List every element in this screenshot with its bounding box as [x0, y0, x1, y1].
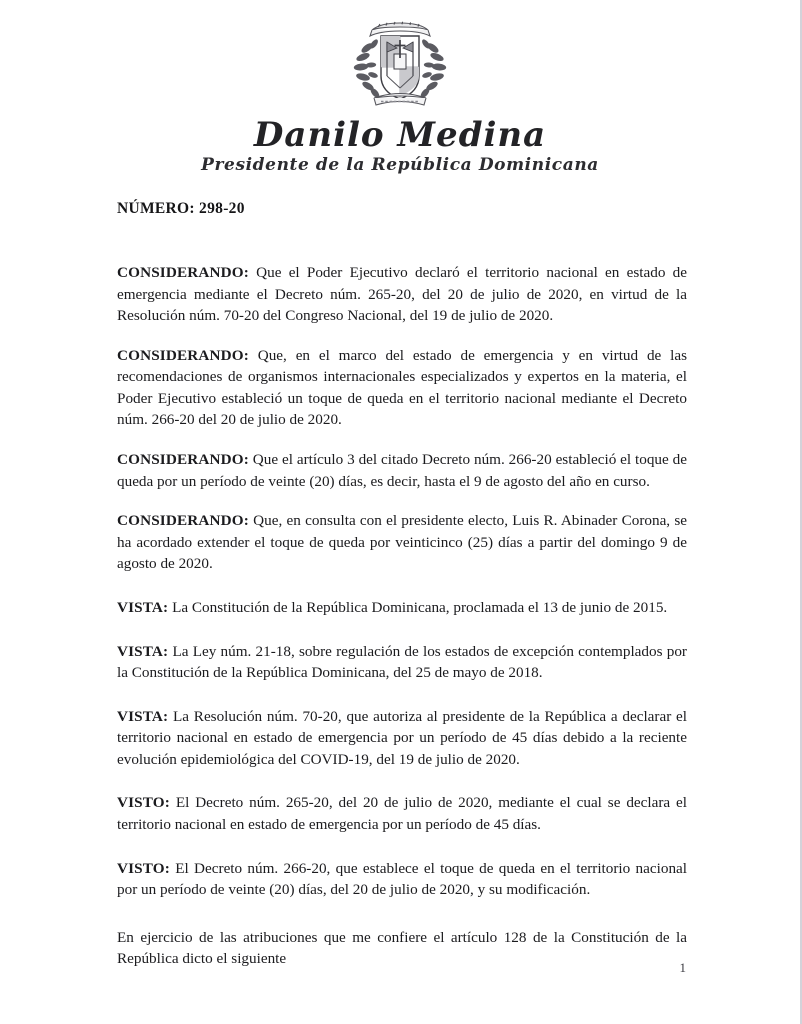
page-number: 1 [679, 960, 686, 975]
paragraph-lead: CONSIDERANDO: [117, 346, 249, 364]
visto-paragraph-2 [117, 858, 687, 901]
president-name: Danilo Medina [253, 115, 547, 155]
considerando-paragraph-1 [117, 262, 687, 327]
dominican-republic-coat-of-arms-icon [350, 18, 450, 114]
vista-paragraph-1 [117, 597, 687, 619]
paragraph-text: El Decreto núm. 265-20, del 20 de julio de 2020, mediante el cual se declara el territorio nacional en estado de emergencia por un período de 45 días. [117, 794, 687, 833]
considerando-paragraph-3 [117, 449, 687, 492]
visto-paragraph-1 [117, 792, 687, 835]
considerando-paragraph-4 [117, 510, 687, 575]
paragraph-lead: VISTA: [117, 707, 169, 725]
paragraph-text: La Resolución núm. 70-20, que autoriza al presidente de la República a declarar el territorio nacional en estado de emergencia por un período de 45 días debido a la reciente evolución epidemiológica del COVID-19, del 19 de julio de 2020. [117, 707, 687, 768]
document-body [117, 200, 687, 988]
paragraph-lead: VISTA: [117, 598, 169, 616]
vista-paragraph-2 [117, 641, 687, 684]
document-number: NÚMERO: 298-20 [117, 200, 245, 217]
paragraph-lead: CONSIDERANDO: [117, 264, 249, 281]
paragraph-text: Que el artículo 3 del citado Decreto núm. 266-20 estableció el toque de queda por un período de veinte (20) días, es decir, hasta el 9 de agosto del año en curso. [117, 451, 687, 490]
paragraph-lead: VISTA: [117, 642, 169, 660]
paragraph-text: La Constitución de la República Dominicana, proclamada el 13 de junio de 2015. [168, 598, 668, 616]
closing-paragraph: En ejercicio de las atribuciones que me confiere el artículo 128 de la Constitución de la República dicto el siguiente [117, 928, 687, 968]
paragraph-lead: VISTO: [117, 794, 170, 812]
vista-paragraph-3 [117, 706, 687, 771]
paragraph-text: Que el Poder Ejecutivo declaró el territorio nacional en estado de emergencia mediante el Decreto núm. 265-20, del 20 de julio de 2020, en virtud de la Resolución núm. 70-20 del Congreso Nacional, del 19 de julio de 2020. [117, 264, 687, 325]
president-title: Presidente de la República Dominicana [201, 154, 599, 175]
paragraph-text: La Ley núm. 21-18, sobre regulación de los estados de excepción contemplados por la Constitución de la República Dominicana, del 25 de mayo de 2018. [117, 642, 687, 682]
paragraph-lead: CONSIDERANDO: [117, 512, 249, 530]
considerando-paragraph-2 [117, 345, 687, 431]
paragraph-text: Que, en el marco del estado de emergencia y en virtud de las recomendaciones de organismos internacionales especializados y expertos en la materia, el Poder Ejecutivo estableció un toque de queda en el territorio nacional mediante el Decreto núm. 266-20 del 20 de julio de 2020. [117, 346, 687, 429]
paragraph-text: El Decreto núm. 266-20, que establece el toque de queda en el territorio nacional por un período de veinte (20) días, del 20 de julio de 2020, y su modificación. [117, 859, 687, 899]
letterhead [0, 0, 800, 174]
paragraph-text: Que, en consulta con el presidente electo, Luis R. Abinader Corona, se ha acordado extender el toque de queda por veinticinco (25) días a partir del domingo 9 de agosto de 2020. [117, 512, 687, 573]
paragraph-lead: VISTO: [117, 859, 170, 877]
paragraph-lead: CONSIDERANDO: [117, 451, 249, 469]
